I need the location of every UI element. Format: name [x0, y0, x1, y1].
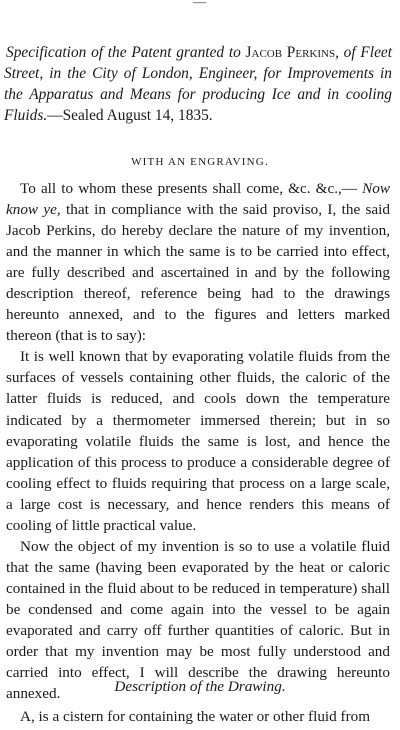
- engraving-subheading: WITH AN ENGRAVING.: [131, 156, 269, 168]
- drawing-description-heading: Description of the Drawing.: [114, 678, 286, 695]
- page-folio: —: [193, 0, 207, 9]
- document-body: [6, 178, 390, 704]
- title-patentee: Jacob Perkins: [245, 44, 336, 61]
- drawing-description-line: A, is a cistern for containing the water or other fluid from: [20, 708, 371, 725]
- paragraph-preamble: [6, 178, 390, 346]
- title-lead: Specification of the Patent granted to: [6, 44, 246, 61]
- title-rest: , of Fleet Street, in the City of London, Engineer, for Improvements in the Apparatus and Means for producing Ice and in cooling Fluids.: [4, 44, 393, 124]
- paragraph-object: Now the object of my invention is so to use a volatile fluid that the same (having been evaporated by the heat or caloric contained in the fluid about to be reduced in temperature) shall be condensed and come again into the vessel to be again evaporated and carry off further quantities of caloric. But in order that my invention may be most fully understood and carried into effect, I will describe the drawing hereunto annexed.: [6, 537, 390, 703]
- paragraph-background: It is well known that by evaporating volatile fluids from the surfaces of vessels containing other fluids, the caloric of the latter fluids is reduced, and cools down the temperature indicated by a thermometer immersed therein; but in so evaporating volatile fluids the same is lost, and hence the application of this process to produce a considerable degree of cooling effect to fluids requiring that process on a large scale, a large cost is necessary, and hence renders this means of cooling of little practical value.: [6, 348, 390, 534]
- preamble-opening: To all to whom these presents shall come, &c. &c.,—: [20, 180, 357, 197]
- preamble-text: , that in compliance with the said proviso, I, the said Jacob Perkins, do hereby declare the nature of my invention, and the manner in which the same is to be carried into effect, are fully described and ascertained in and by the following description thereof, reference being had to the drawings hereunto annexed, and to the figures and letters marked thereon (that is to say):: [6, 201, 390, 345]
- preamble-know-ye: Now know ye: [6, 180, 390, 219]
- title-sealed: —Sealed August 14, 1835.: [47, 107, 213, 124]
- document-title: [4, 42, 392, 126]
